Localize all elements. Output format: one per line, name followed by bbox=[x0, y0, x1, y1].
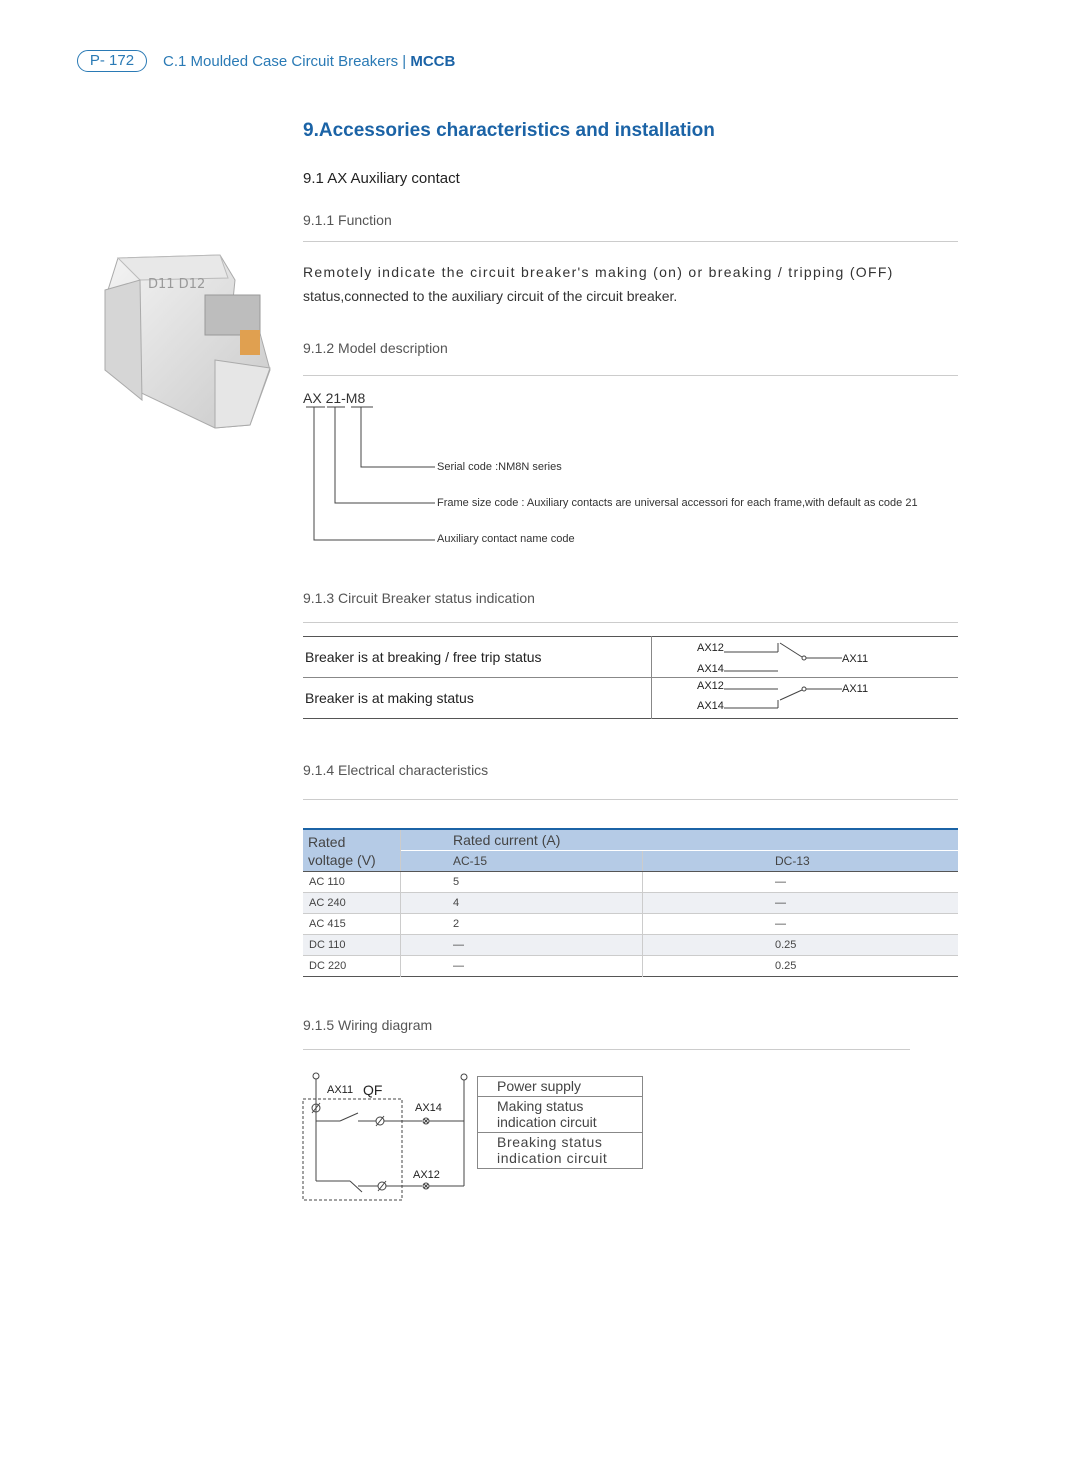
terminal-ax11: AX11 bbox=[842, 683, 869, 695]
terminal-ax14: AX14 bbox=[697, 700, 724, 712]
function-heading: 9.1.1 Function bbox=[303, 212, 392, 228]
page-header bbox=[77, 50, 455, 72]
terminal-ax12: AX12 bbox=[697, 680, 724, 692]
function-line-1: Remotely indicate the circuit breaker's making (on) or breaking / tripping (OFF) bbox=[303, 264, 894, 280]
contact-name-label: Auxiliary contact name code bbox=[437, 533, 575, 545]
legend-breaking-status: Breaking status indication circuit bbox=[478, 1132, 642, 1168]
voltage-cell: AC 110 bbox=[309, 876, 345, 888]
table-row bbox=[303, 914, 958, 935]
legend-making-status: Making status indication circuit bbox=[478, 1096, 642, 1132]
table-row bbox=[303, 872, 958, 893]
ac15-cell: 4 bbox=[401, 893, 643, 914]
breaking-contact-diagram bbox=[652, 637, 959, 678]
dc13-cell: — bbox=[643, 893, 959, 914]
subsection-title: 9.1 AX Auxiliary contact bbox=[303, 170, 460, 187]
legend-power-supply: Power supply bbox=[497, 1078, 582, 1094]
table-row bbox=[303, 956, 958, 977]
table-row bbox=[303, 893, 958, 914]
divider bbox=[303, 375, 958, 376]
status-label: Breaker is at breaking / free trip status bbox=[305, 649, 542, 665]
dc13-header: DC-13 bbox=[643, 851, 959, 872]
terminal-ax11: AX11 bbox=[842, 653, 869, 665]
divider bbox=[303, 241, 958, 242]
auxiliary-contact-photo bbox=[100, 250, 275, 435]
dc13-cell: 0.25 bbox=[643, 956, 959, 977]
photo-label: D11 D12 bbox=[148, 277, 206, 292]
section-name: C.1 Moulded Case Circuit Breakers | bbox=[163, 52, 411, 70]
divider bbox=[303, 622, 958, 623]
serial-code-label: Serial code :NM8N series bbox=[437, 461, 562, 473]
product-name: MCCB bbox=[410, 52, 456, 70]
status-row bbox=[303, 637, 958, 678]
ac15-cell: — bbox=[401, 935, 643, 956]
function-text bbox=[303, 260, 958, 308]
ac15-cell: — bbox=[401, 956, 643, 977]
ac15-header: AC-15 bbox=[401, 851, 643, 872]
ac15-cell: 2 bbox=[401, 914, 643, 935]
table-row bbox=[303, 935, 958, 956]
terminal-ax14: AX14 bbox=[697, 663, 724, 675]
voltage-cell: DC 110 bbox=[303, 935, 401, 956]
wiring-ax11: AX11 bbox=[327, 1084, 354, 1096]
frame-size-label: Frame size code : Auxiliary contacts are universal accessori for each frame,with default as code 21 bbox=[437, 497, 918, 509]
wiring-heading: 9.1.5 Wiring diagram bbox=[303, 1017, 433, 1033]
header-section bbox=[163, 53, 455, 70]
wiring-ax12: AX12 bbox=[413, 1169, 440, 1181]
status-label: Breaker is at making status bbox=[303, 678, 652, 719]
function-line-2: status,connected to the auxiliary circuit of the circuit breaker. bbox=[303, 288, 678, 304]
dc13-cell: — bbox=[643, 914, 959, 935]
status-heading: 9.1.3 Circuit Breaker status indication bbox=[303, 590, 535, 606]
making-contact-diagram bbox=[652, 678, 959, 719]
electrical-heading: 9.1.4 Electrical characteristics bbox=[303, 762, 489, 778]
rated-current-header: Rated current (A) bbox=[401, 829, 959, 851]
ac15-cell: 5 bbox=[401, 872, 643, 893]
divider bbox=[303, 799, 958, 800]
status-row bbox=[303, 678, 958, 719]
voltage-cell: AC 415 bbox=[303, 914, 401, 935]
model-code: AX 21-M8 bbox=[303, 390, 366, 406]
wiring-legend bbox=[477, 1076, 643, 1169]
wiring-ax14: AX14 bbox=[415, 1102, 442, 1114]
dc13-cell: — bbox=[643, 872, 959, 893]
wiring-qf: QF bbox=[363, 1082, 383, 1098]
rated-voltage-header: Rated voltage (V) bbox=[303, 829, 401, 872]
page-number: P- 172 bbox=[77, 50, 147, 72]
electrical-table bbox=[303, 828, 958, 977]
model-code-leaders bbox=[303, 405, 443, 545]
terminal-ax12: AX12 bbox=[697, 642, 724, 654]
page-title: 9.Accessories characteristics and installation bbox=[303, 120, 715, 141]
voltage-cell: DC 220 bbox=[303, 956, 401, 977]
model-heading: 9.1.2 Model description bbox=[303, 340, 448, 356]
voltage-cell: AC 240 bbox=[303, 893, 401, 914]
divider bbox=[303, 1049, 910, 1050]
status-table bbox=[303, 636, 958, 719]
dc13-cell: 0.25 bbox=[643, 935, 959, 956]
